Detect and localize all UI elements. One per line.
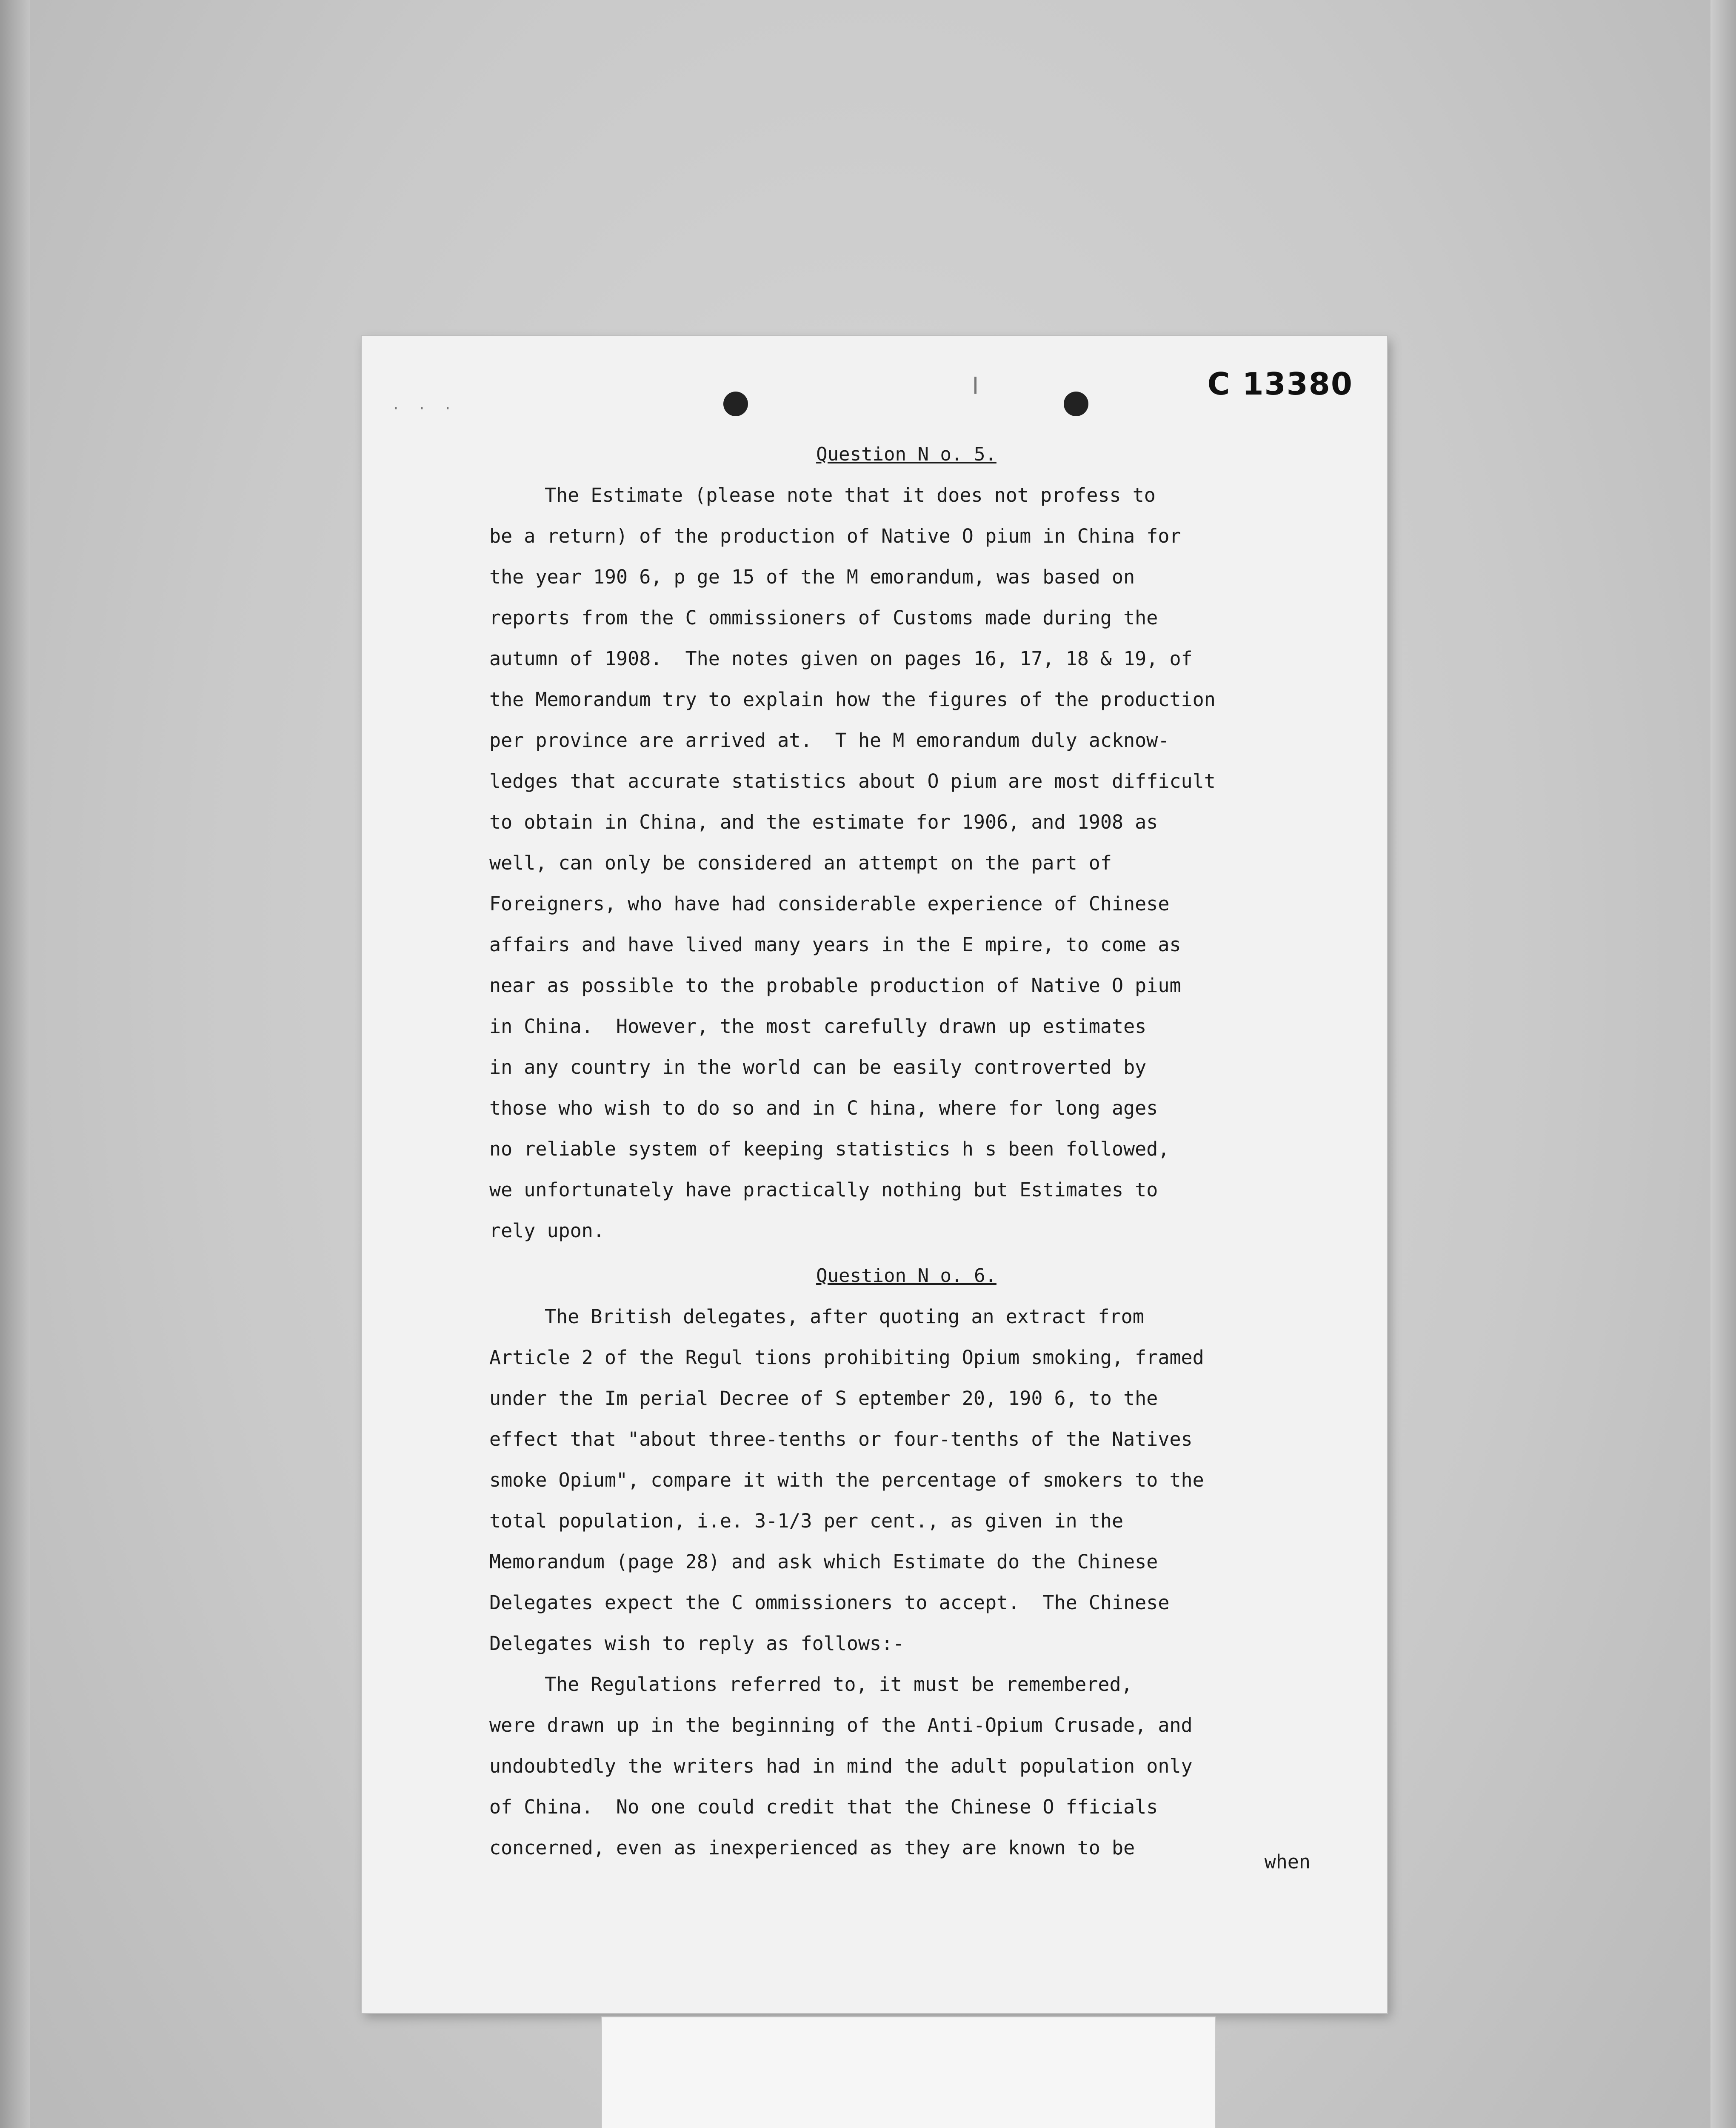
- text-line: we unfortunately have practically nothing but Estimates to: [489, 1178, 1158, 1201]
- text-line: the Memorandum try to explain how the figures of the production: [489, 688, 1216, 711]
- text-line: autumn of 1908. The notes given on pages 16, 17, 18 & 19, of: [489, 647, 1193, 670]
- text-line: rely upon.: [489, 1219, 605, 1242]
- text-line: were drawn up in the beginning of the Anti-Opium Crusade, and: [489, 1714, 1193, 1736]
- text-line: Delegates wish to reply as follows:-: [489, 1632, 905, 1655]
- text-line: near as possible to the probable production of Native O pium: [489, 974, 1181, 997]
- text-line: Article 2 of the Regul tions prohibiting Opium smoking, framed: [489, 1346, 1204, 1369]
- text-line: concerned, even as inexperienced as they are known to be: [489, 1836, 1135, 1859]
- text-line: of China. No one could credit that the Chinese O fficials: [489, 1796, 1158, 1818]
- punch-hole-right: [1064, 392, 1088, 416]
- text-line: those who wish to do so and in C hina, where for long ages: [489, 1097, 1158, 1119]
- text-line: Foreigners, who have had considerable experience of Chinese: [489, 892, 1170, 915]
- collection-label-card: [602, 2017, 1215, 2128]
- fold-mark: [974, 377, 976, 394]
- text-line: The British delegates, after quoting an extract from: [545, 1305, 1144, 1328]
- question-6-text: [489, 1296, 1323, 1868]
- margin-marks: · · ·: [391, 400, 457, 417]
- film-edge-right: [1710, 0, 1736, 2128]
- text-line: Delegates expect the C ommissioners to accept. The Chinese: [489, 1591, 1170, 1614]
- question-5-heading: Question N o. 5.: [816, 443, 996, 465]
- text-line: the year 190 6, p ge 15 of the M emorandum, was based on: [489, 566, 1135, 588]
- text-line: The Regulations referred to, it must be remembered,: [545, 1673, 1133, 1696]
- text-line: affairs and have lived many years in the E mpire, to come as: [489, 933, 1181, 956]
- text-line: effect that "about three-tenths or four-tenths of the Natives: [489, 1428, 1193, 1450]
- text-line: ledges that accurate statistics about O pium are most difficult: [489, 770, 1216, 792]
- question-6-heading: Question N o. 6.: [816, 1265, 996, 1287]
- text-line: undoubtedly the writers had in mind the adult population only: [489, 1755, 1193, 1777]
- document-body: [489, 434, 1323, 1871]
- text-line: be a return) of the production of Native O pium in China for: [489, 525, 1181, 547]
- document-page: [362, 336, 1387, 2013]
- film-edge-left: [0, 0, 30, 2128]
- catchword: when: [1264, 1851, 1311, 1873]
- text-line: reports from the C ommissioners of Customs made during the: [489, 606, 1158, 629]
- text-line: in China. However, the most carefully drawn up estimates: [489, 1015, 1147, 1038]
- text-line: to obtain in China, and the estimate for 1906, and 1908 as: [489, 811, 1158, 833]
- text-line: under the Im perial Decree of S eptember 20, 190 6, to the: [489, 1387, 1158, 1410]
- text-line: total population, i.e. 3-1/3 per cent., as given in the: [489, 1510, 1124, 1532]
- text-line: well, can only be considered an attempt on the part of: [489, 852, 1112, 874]
- text-line: Memorandum (page 28) and ask which Estimate do the Chinese: [489, 1550, 1158, 1573]
- text-line: smoke Opium", compare it with the percentage of smokers to the: [489, 1469, 1204, 1491]
- text-line: no reliable system of keeping statistics h s been followed,: [489, 1138, 1170, 1160]
- text-line: per province are arrived at. T he M emorandum duly acknow-: [489, 729, 1170, 752]
- question-5-text: [489, 475, 1323, 1251]
- punch-hole-left: [723, 392, 748, 416]
- text-line: The Estimate (please note that it does not profess to: [545, 484, 1156, 506]
- reference-number: C 13380: [1207, 366, 1353, 402]
- text-line: in any country in the world can be easily controverted by: [489, 1056, 1147, 1078]
